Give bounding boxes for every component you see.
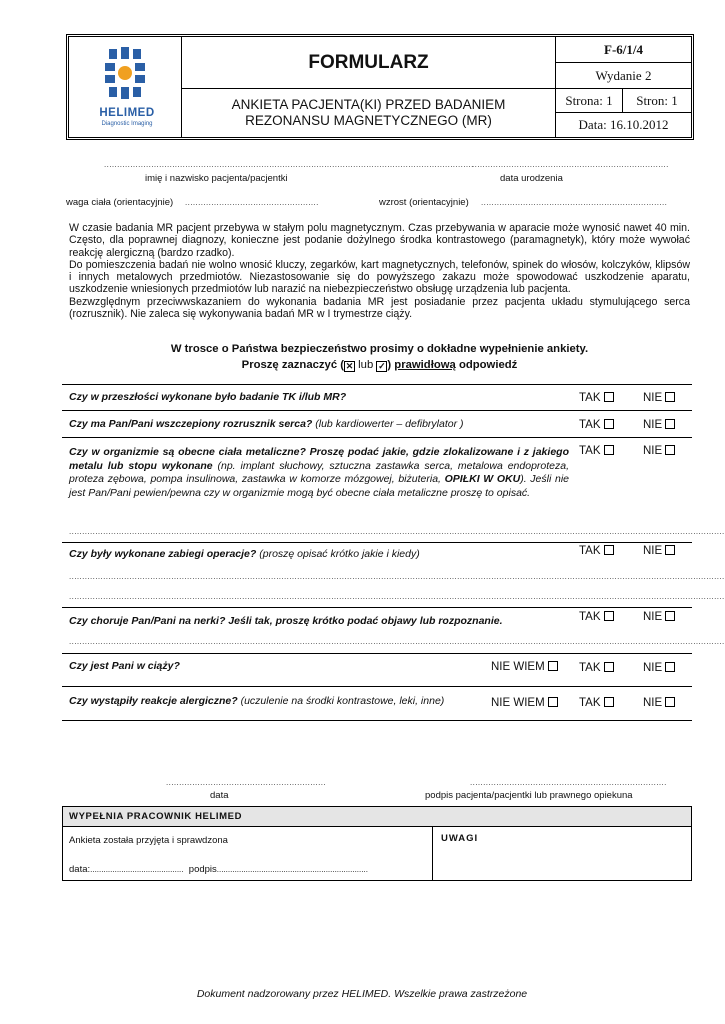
q3-answer-field[interactable]: .......................................................................................................................................................................................................................................................... xyxy=(69,527,725,536)
question-allergy: Czy wystąpiły reakcje alergiczne? (uczulenie na środki kontrastowe, leki, inne) xyxy=(69,695,445,707)
q3-yes[interactable]: TAK xyxy=(579,445,614,457)
q4-answer-field-1[interactable]: .......................................................................................................................................................................................................................................................... xyxy=(69,572,725,581)
q4-no[interactable]: NIE xyxy=(643,545,675,557)
q5-no[interactable]: NIE xyxy=(643,611,675,623)
divider xyxy=(62,607,692,608)
checkbox-icon xyxy=(665,419,675,429)
q1-no[interactable]: NIE xyxy=(643,392,675,404)
divider xyxy=(62,437,692,438)
q3-no[interactable]: NIE xyxy=(643,445,675,457)
intro-paragraph-2: Do pomieszczenia badań nie wolno wnosić kluczy, zegarków, kart magnetycznych, telefonów, spinek do włosów, kolczyków, klipsów i innych metalowych przedmiotów. Niezastosowanie się do powyższego zakazu może spowodować uszkodzenie aparatu, uszkodzenie wniesionych przedmiotów lub narazić na niebezpieczeństwo obsługę urządzenia lub pacjenta. xyxy=(69,258,690,296)
intro-paragraph-3: Bezwzględnym przeciwwskazaniem do wykonania badania MR jest posiadanie przez pacjenta układu stymulującego serca (rozrusznik). Nie zaleca się wykonywania badań MR w I trymestrze ciąży. xyxy=(69,295,690,321)
question-prior-ct-mr: Czy w przeszłości wykonane było badanie TK i/lub MR? xyxy=(69,391,347,403)
checkbox-icon xyxy=(604,419,614,429)
q2-no[interactable]: NIE xyxy=(643,419,675,431)
date-signature-field[interactable]: ............................................................. xyxy=(166,778,326,787)
divider xyxy=(62,686,692,687)
q6-yes[interactable]: TAK xyxy=(579,662,614,674)
date-signature-label: data xyxy=(210,790,229,801)
checkbox-icon xyxy=(665,662,675,672)
staff-section xyxy=(62,806,692,881)
form-title: FORMULARZ xyxy=(182,37,556,89)
q7-yes[interactable]: TAK xyxy=(579,697,614,709)
checkbox-icon xyxy=(604,392,614,402)
birthdate-field[interactable]: ........................................................................... xyxy=(472,160,669,169)
question-kidney: Czy choruje Pan/Pani na nerki? Jeśli tak, proszę krótko podać objawy lub rozpoznanie. xyxy=(69,615,503,627)
question-pacemaker: Czy ma Pan/Pani wszczepiony rozrusznik serca? (lub kardiowerter – defibrylator ) xyxy=(69,418,464,430)
logo-subtitle: Diagnostic Imaging xyxy=(101,121,153,127)
question-metal-objects: Czy w organizmie są obecne ciała metaliczne? Proszę podać jakie, gdzie zlokalizowane i z jakiego metalu lub stopu wykonane (np. implant słuchowy, sztuczna zastawka serca, metalowa endoproteza, proteza zębowa, pompa insulinowa, zastawka w komorze mózgowej, biżuteria, OPIŁKI W OKU). Jeśli nie jest Pan/Pani pewien/pewna czy w organizmie mogą być obecne ciała metaliczne proszę to opisać. xyxy=(69,446,570,499)
notice-line-1: W trosce o Państwa bezpieczeństwo prosimy o dokładne wypełnienie ankiety. xyxy=(170,343,589,355)
question-surgery: Czy były wykonane zabiegi operacje? (proszę opisać krótko jakie i kiedy) xyxy=(69,548,420,560)
checkbox-icon xyxy=(604,445,614,455)
checkbox-icon xyxy=(604,611,614,621)
checkbox-icon xyxy=(604,545,614,555)
checkbox-icon xyxy=(604,662,614,672)
form-date: Data: 16.10.2012 xyxy=(578,117,669,132)
weight-label: waga ciała (orientacyjnie) xyxy=(66,197,174,208)
checkbox-icon xyxy=(665,611,675,621)
checkbox-icon xyxy=(665,445,675,455)
weight-field[interactable]: ................................................... xyxy=(185,198,319,207)
staff-left-cell xyxy=(63,827,433,880)
birthdate-label: data urodzenia xyxy=(500,173,563,184)
checkbox-icon xyxy=(548,697,558,707)
checkbox-icon xyxy=(665,697,675,707)
question-pregnancy: Czy jest Pani w ciąży? xyxy=(69,660,180,672)
staff-heading: WYPEŁNIA PRACOWNIK HELIMED xyxy=(63,807,691,827)
staff-date-row[interactable]: data:.......................................... podpis.................................................................... xyxy=(69,864,368,875)
form-edition: Wydanie 2 xyxy=(556,63,691,89)
q5-yes[interactable]: TAK xyxy=(579,611,614,623)
checkbox-icon xyxy=(665,392,675,402)
q4-answer-field-2[interactable]: .......................................................................................................................................................................................................................................................... xyxy=(69,592,725,601)
logo-cell xyxy=(69,37,182,137)
name-label: imię i nazwisko pacjenta/pacjentki xyxy=(145,173,288,184)
instructions-notice xyxy=(69,341,690,373)
divider xyxy=(62,410,692,411)
q1-yes[interactable]: TAK xyxy=(579,392,614,404)
divider xyxy=(62,542,692,543)
height-label: wzrost (orientacyjnie) xyxy=(379,197,469,208)
divider xyxy=(62,653,692,654)
q7-no[interactable]: NIE xyxy=(643,697,675,709)
intro-paragraph-1: W czasie badania MR pacjent przebywa w stałym polu magnetycznym. Czas przebywania w aparacie może wynosić nawet 40 min. Często, dla poprawnej diagnozy, konieczne jest podanie dożylnego środka kontrastowego (paramagnetyk), który może wywołać reakcję alergiczną (bardzo rzadko). xyxy=(69,222,690,259)
q7-dont-know[interactable]: NIE WIEM xyxy=(491,697,558,709)
page-number: Strona: 1 xyxy=(556,89,623,113)
patient-signature-field[interactable]: ........................................................................... xyxy=(470,778,667,787)
helimed-logo-icon xyxy=(69,37,182,107)
patient-signature-label: podpis pacjenta/pacjentki lub prawnego opiekuna xyxy=(425,790,633,801)
check-checkbox-icon: ✓ xyxy=(378,361,386,371)
x-checkbox-icon: ✕ xyxy=(345,361,354,371)
height-field[interactable]: ....................................................................... xyxy=(481,198,668,207)
q4-yes[interactable]: TAK xyxy=(579,545,614,557)
document-header xyxy=(66,34,694,140)
notice-line-2: Proszę zaznaczyć ( ✕ lub ✓ ) prawidłową odpowiedź xyxy=(241,359,518,371)
form-code: F-6/1/4 xyxy=(556,37,691,63)
subtitle-line-2: REZONANSU MAGNETYCZNEGO (MR) xyxy=(245,113,492,128)
staff-remarks-cell[interactable] xyxy=(433,827,691,880)
logo-name: HELIMED xyxy=(99,107,155,119)
page-count: Stron: 1 xyxy=(623,89,691,113)
q6-no[interactable]: NIE xyxy=(643,662,675,674)
q6-dont-know[interactable]: NIE WIEM xyxy=(491,661,558,673)
q5-answer-field[interactable]: .......................................................................................................................................................................................................................................................... xyxy=(69,637,725,646)
divider xyxy=(62,384,692,385)
checkbox-icon xyxy=(604,697,614,707)
subtitle-line-1: ANKIETA PACJENTA(KI) PRZED BADANIEM xyxy=(231,97,506,112)
staff-accepted-label: Ankieta została przyjęta i sprawdzona xyxy=(69,835,228,846)
name-field[interactable]: ............................................................................................................................................. xyxy=(104,160,474,169)
divider xyxy=(62,720,692,721)
form-subtitle xyxy=(182,89,556,137)
intro-text xyxy=(69,222,690,320)
footer-note: Dokument nadzorowany przez HELIMED. Wszelkie prawa zastrzeżone xyxy=(196,988,528,1000)
checkbox-icon xyxy=(665,545,675,555)
remarks-label: UWAGI xyxy=(441,833,479,844)
q2-yes[interactable]: TAK xyxy=(579,419,614,431)
checkbox-icon xyxy=(548,661,558,671)
